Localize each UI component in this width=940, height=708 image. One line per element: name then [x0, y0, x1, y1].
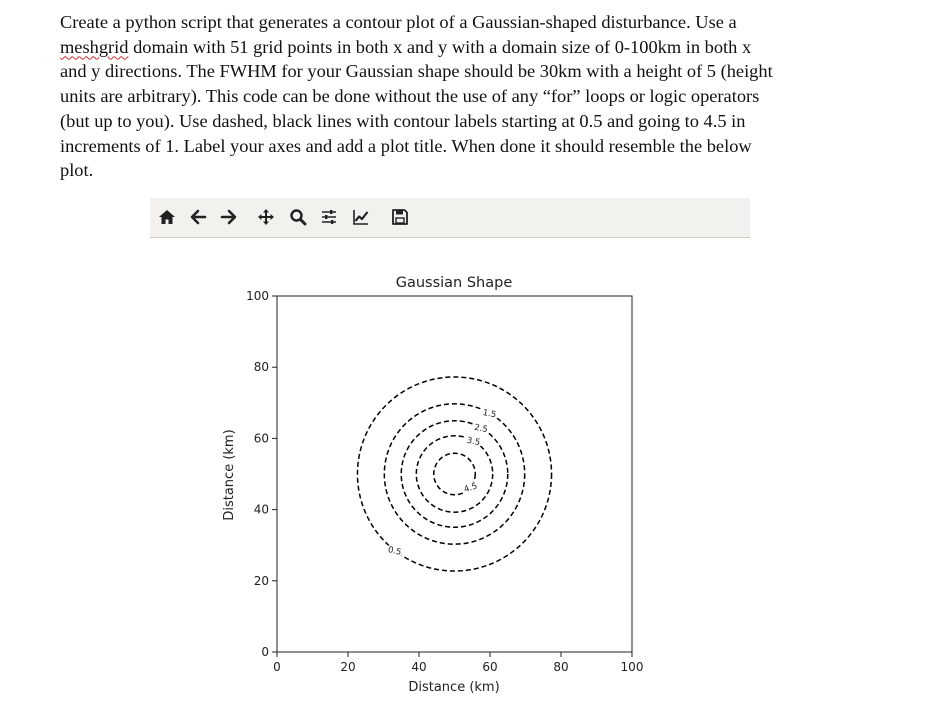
x-tick-label: 100 — [620, 660, 644, 674]
text-line-6: increments of 1. Label your axes and add a plot title. When done it should resemble the below — [60, 135, 752, 156]
contour-figure — [150, 240, 750, 700]
back-button[interactable] — [187, 206, 209, 228]
contour-line-1.5 — [384, 404, 524, 544]
sliders-icon — [320, 208, 338, 226]
text-line-3: and y directions. The FWHM for your Gaussian shape should be 30km with a height of 5 (height — [60, 61, 773, 82]
x-tick-label: 0 — [273, 660, 281, 674]
y-tick-label: 100 — [246, 289, 269, 303]
misspelled-word[interactable]: meshgrid — [60, 36, 129, 57]
save-button[interactable] — [389, 206, 411, 228]
plot-frame — [277, 296, 632, 652]
y-tick-label: 0 — [261, 645, 269, 659]
contour-label: 1.5 — [481, 408, 497, 421]
move-icon — [257, 208, 275, 226]
y-axis-label: Distance (km) — [222, 429, 237, 521]
contour-line-0.5 — [357, 377, 551, 571]
chart-title: Gaussian Shape — [395, 275, 513, 291]
text-line-2-rest: domain with 51 grid points in both x and y with a domain size of 0-100km in both x — [133, 36, 752, 57]
forward-button[interactable] — [218, 206, 240, 228]
assignment-text — [60, 10, 920, 183]
magnifier-icon — [289, 208, 307, 226]
pan-button[interactable] — [255, 206, 277, 228]
text-line-1: Create a python script that generates a contour plot of a Gaussian-shaped disturbance. Use a — [60, 12, 737, 32]
x-tick-label: 60 — [482, 660, 498, 674]
x-axis-label: Distance (km) — [408, 680, 500, 695]
y-tick-label: 60 — [253, 431, 269, 446]
text-line-4: units are arbitrary). This code can be done without the use of any “for” loops or logic operators — [60, 86, 760, 107]
y-tick-label: 40 — [253, 502, 269, 517]
home-button[interactable] — [156, 206, 178, 228]
arrow-right-icon — [220, 208, 238, 226]
contour-label: 0.5 — [386, 545, 403, 558]
text-line-7: plot. — [60, 160, 94, 181]
plot-toolbar — [150, 198, 750, 238]
line-chart-icon — [352, 208, 370, 226]
contour-line-2.5 — [401, 421, 508, 528]
y-tick-label: 20 — [253, 573, 269, 588]
arrow-left-icon — [189, 208, 207, 226]
y-tick-label: 80 — [253, 360, 269, 375]
floppy-disk-icon — [391, 208, 409, 226]
contour-plot — [150, 240, 750, 700]
zoom-button[interactable] — [287, 206, 309, 228]
text-line-2 — [60, 35, 920, 60]
contour-label: 2.5 — [473, 422, 489, 436]
contour-label: 4.5 — [462, 481, 479, 496]
contour-line-3.5 — [416, 436, 492, 512]
x-tick-label: 80 — [553, 660, 569, 674]
home-icon — [158, 208, 176, 226]
contour-label: 3.5 — [465, 435, 481, 449]
subplots-button[interactable] — [318, 206, 340, 228]
x-tick-label: 20 — [340, 660, 356, 674]
edit-axes-button[interactable] — [350, 206, 372, 228]
contour-lines — [357, 377, 551, 571]
axis-ticks — [246, 289, 643, 674]
x-tick-label: 40 — [411, 660, 427, 674]
text-line-5: (but up to you). Use dashed, black lines with contour labels starting at 0.5 and going to 4.5 in — [60, 110, 746, 131]
